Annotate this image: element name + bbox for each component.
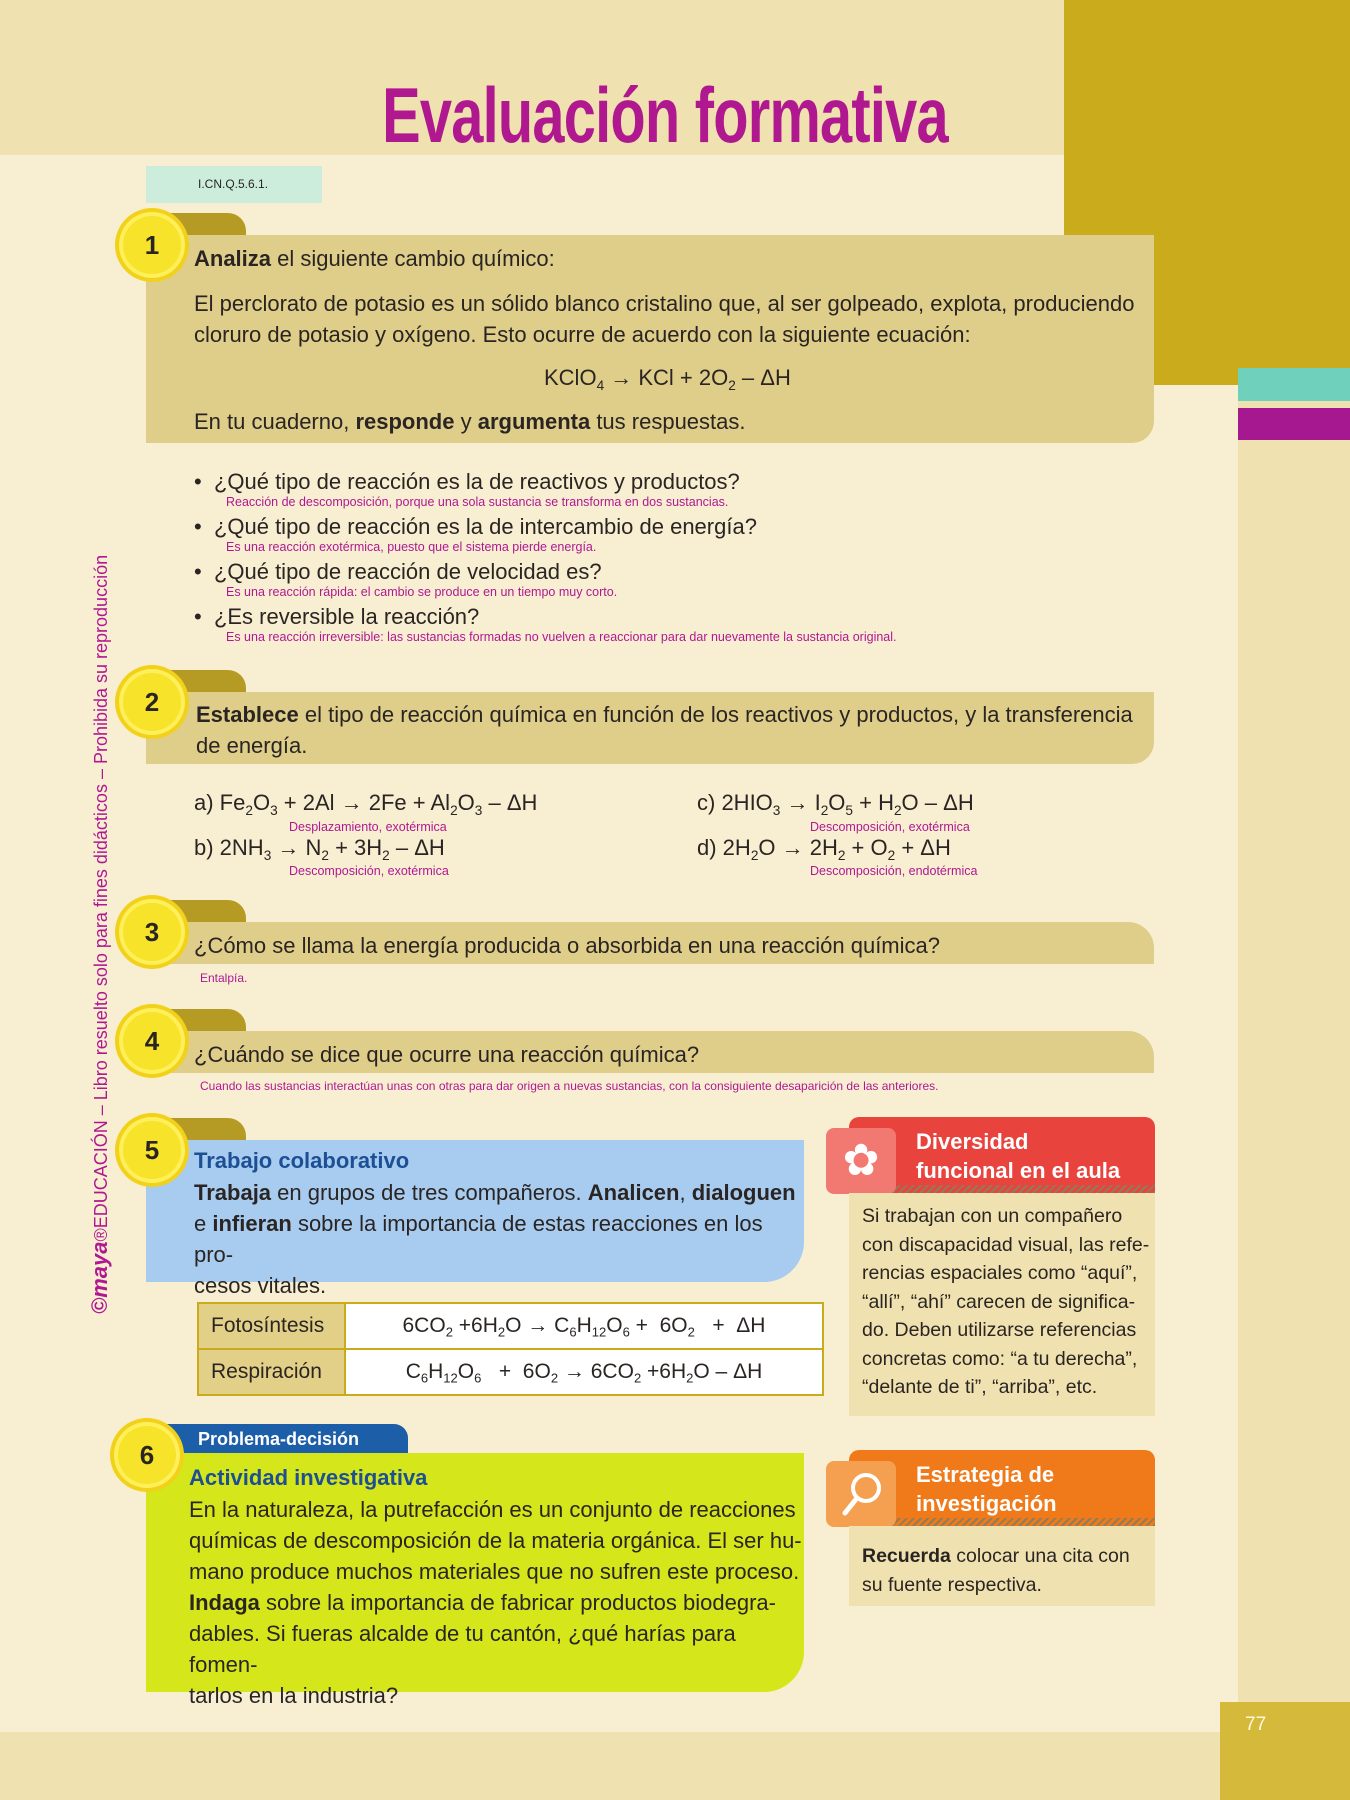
table-row: [198, 1349, 823, 1395]
table-cell-name: Respiración: [198, 1349, 345, 1395]
q2-item-b: b) $2NH_3 \to N_2 + 3H_2 - \Delta H$: [194, 835, 445, 863]
table-row: [198, 1303, 823, 1349]
list-item: • ¿Qué tipo de reacción es la de intercambio de energía? Es una reacción exotérmica, puesto que el sistema pierde energía.: [194, 514, 1144, 559]
magenta-stripe: [1238, 408, 1350, 440]
q2-number-badge: 2: [123, 673, 181, 731]
strategy-text: Recuerda colocar una cita con su fuente respectiva.: [862, 1545, 1130, 1596]
vertical-copyright: [87, 555, 113, 1314]
teal-stripe: [1238, 368, 1350, 401]
q6-heading: Actividad investigativa: [189, 1465, 428, 1490]
respiration-equation: $C_6H_{12}O_6 + 6O_2 \to 6CO_2 +6H_2O - \Delta H$: [345, 1349, 823, 1395]
strategy-body: [849, 1526, 1155, 1606]
q6-number-badge: 6: [118, 1426, 176, 1484]
answer-text: Es una reacción irreversible: las sustancias formadas no vuelven a reaccionar para dar nuevamente la sustancia original.: [226, 630, 897, 644]
q3-question: ¿Cómo se llama la energía producida o absorbida en una reacción química?: [194, 933, 940, 958]
q2-item-a: a) $Fe_2O_3 + 2Al \to 2Fe + Al_2O_3 - \Delta H$: [194, 790, 538, 818]
q3-number-badge: 3: [123, 903, 181, 961]
answer-text: Es una reacción exotérmica, puesto que el sistema pierde energía.: [226, 540, 597, 554]
q5-text: Trabaja en grupos de tres compañeros. Analicen, dialoguen e infieran sobre la importancia de estas reacciones en los pro- cesos vitales.: [194, 1180, 796, 1298]
q1-intro: Analiza el siguiente cambio químico:: [194, 246, 555, 271]
q1-equation: KClO$_4$ → KCl + $2O_2$ – ΔH: [544, 365, 791, 393]
flower-icon: ✿: [826, 1128, 896, 1194]
answer-text: Cuando las sustancias interactúan unas con otras para dar origen a nuevas sustancias, con la consiguiente desaparición de las anteriores.: [200, 1079, 939, 1093]
page-number: 77: [1245, 1714, 1267, 1735]
q1-bullet-list: [194, 469, 1144, 649]
diversity-title: Diversidad funcional en el aula: [916, 1129, 1121, 1183]
q2-item-d: d) $2H_2O \to 2H_2 + O_2 + \Delta H$: [697, 835, 951, 863]
indicator-code: I.CN.Q.5.6.1.: [146, 166, 322, 203]
q1-verb: Analiza: [194, 246, 272, 271]
q6-tab: Problema-decisión: [160, 1424, 408, 1455]
strategy-title: Estrategia de investigación: [916, 1462, 1057, 1516]
reaction-table: [197, 1302, 824, 1396]
q4-number-badge: 4: [123, 1012, 181, 1070]
answer-text: Descomposición, endotérmica: [810, 864, 978, 878]
photosynthesis-equation: $6CO_2 +6H_2O \to C_6H_{12}O_6 + 6O_2 + \Delta H$: [345, 1303, 823, 1349]
q1-paragraph: El perclorato de potasio es un sólido blanco cristalino que, al ser golpeado, explota, produciendo cloruro de potasio y oxígeno. Esto ocurre de acuerdo con la siguiente ecuación:: [194, 291, 1135, 347]
q5-number-badge: 5: [123, 1121, 181, 1179]
page-number-box: [1220, 1702, 1350, 1800]
table-cell-name: Fotosíntesis: [198, 1303, 345, 1349]
q5-heading: Trabajo colaborativo: [194, 1148, 410, 1173]
answer-text: Entalpía.: [200, 971, 248, 985]
list-item: • ¿Qué tipo de reacción de velocidad es? Es una reacción rápida: el cambio se produce en un tiempo muy corto.: [194, 559, 1144, 604]
answer-text: Desplazamiento, exotérmica: [289, 820, 447, 834]
answer-text: Descomposición, exotérmica: [289, 864, 449, 878]
side-margin: [1238, 385, 1350, 1732]
q4-question: ¿Cuándo se dice que ocurre una reacción química?: [194, 1042, 700, 1067]
page-title: Evaluación formativa: [382, 71, 948, 159]
magnifier-icon: [826, 1461, 896, 1527]
list-item: • ¿Qué tipo de reacción es la de reactivos y productos? Reacción de descomposición, porque una sola sustancia se transforma en dos sustancias.: [194, 469, 1144, 514]
answer-text: Reacción de descomposición, porque una sola sustancia se transforma en dos sustancias.: [226, 495, 729, 509]
q1-number-badge: 1: [123, 216, 181, 274]
answer-text: Es una reacción rápida: el cambio se produce en un tiempo muy corto.: [226, 585, 618, 599]
list-item: • ¿Es reversible la reacción? Es una reacción irreversible: las sustancias formadas no vuelven a reaccionar para dar nuevamente la sustancia original.: [194, 604, 1144, 649]
copyright-text: ®EDUCACIÓN – Libro resuelto solo para fines didácticos – Prohibida su reproducción: [91, 554, 111, 1242]
answer-text: Descomposición, exotérmica: [810, 820, 970, 834]
brand-name: ©maya: [87, 1241, 112, 1314]
q1-instruction: En tu cuaderno, responde y argumenta tus respuestas.: [194, 409, 746, 434]
diversity-body: [849, 1193, 1155, 1416]
q2-statement: Establece el tipo de reacción química en función de los reactivos y productos, y la transferencia de energía.: [196, 702, 1133, 758]
bottom-band: [0, 1732, 1350, 1800]
diversity-text: Si trabajan con un compañero con discapacidad visual, las refe- rencias espaciales como “aquí”, “allí”, “ahí” carecen de significa- do. Deben utilizarse referencias concretas como: “a tu derecha”, “delante de ti”, “arriba”, etc.: [862, 1205, 1150, 1398]
q2-item-c: c) $2HIO_3 \to I_2O_5 + H_2O - \Delta H$: [697, 790, 974, 818]
q6-text: En la naturaleza, la putrefacción es un conjunto de reacciones químicas de descomposición de la materia orgánica. El ser hu- mano produce muchos materiales que no sufren este proceso. Indaga sobre la importancia de fabricar productos biodegra- dables. Si fueras alcalde de tu cantón, ¿qué harías para fomen- tarlos en la industria?: [189, 1497, 802, 1708]
